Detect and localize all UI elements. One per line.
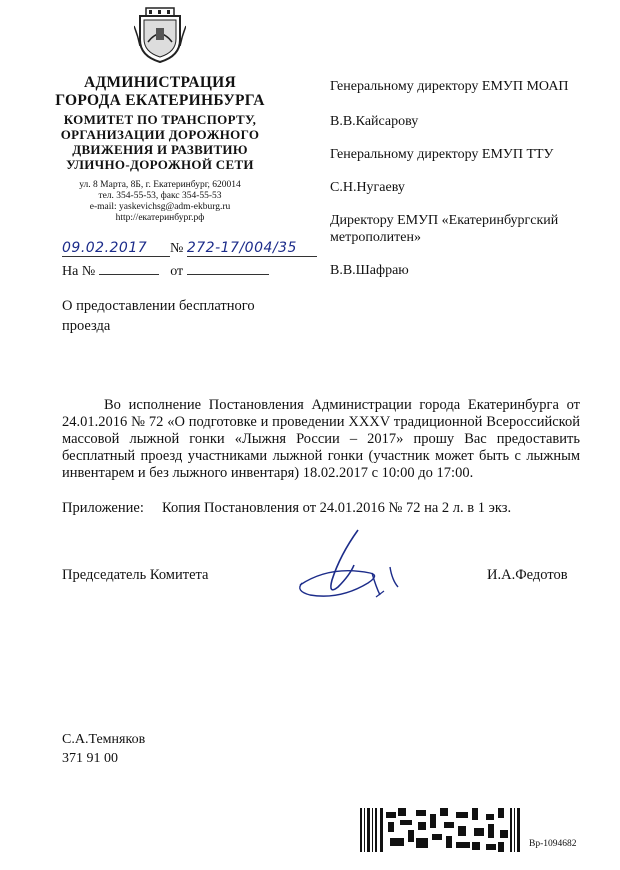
organization-name	[40, 74, 280, 110]
org-line-2: ГОРОДА ЕКАТЕРИНБУРГА	[55, 92, 265, 109]
committee-line-4: УЛИЧНО-ДОРОЖНОЙ СЕТИ	[66, 157, 254, 172]
addressee-1-name: В.В.Кайсарову	[330, 114, 419, 129]
handwritten-signature	[280, 525, 410, 615]
email: e-mail: yaskevichsg@adm-ekburg.ru	[89, 202, 231, 212]
committee-line-2: ОРГАНИЗАЦИИ ДОРОЖНОГО	[60, 127, 260, 142]
outgoing-number: 272-17/004/35	[187, 240, 317, 257]
address: ул. 8 Марта, 8Б, г. Екатеринбург, 620014	[79, 180, 241, 190]
committee-line-1: КОМИТЕТ ПО ТРАНСПОРТУ,	[63, 112, 257, 127]
addressee-2-name: С.Н.Нугаеву	[330, 180, 405, 195]
letter-subject: О предоставлении бесплатного проезда	[62, 298, 255, 334]
signatory-name: И.А.Федотов	[487, 567, 568, 583]
attachment-label: Приложение:	[62, 500, 144, 516]
addressee-1-position: Генеральному директору ЕМУП МОАП	[330, 79, 569, 94]
executor-phone: 371 91 00	[62, 751, 118, 766]
contact-block	[40, 180, 280, 224]
committee-name	[40, 112, 280, 172]
attachment-text: Копия Постановления от 24.01.2016 № 72 на 2 л. в 1 экз.	[162, 500, 512, 516]
signatory-position: Председатель Комитета	[62, 567, 209, 583]
org-line-1: АДМИНИСТРАЦИЯ	[83, 74, 237, 91]
committee-line-3: ДВИЖЕНИЯ И РАЗВИТИЮ	[72, 142, 248, 157]
coat-of-arms-icon	[134, 6, 186, 64]
reply-reference-row	[62, 264, 269, 280]
reply-date-blank	[187, 274, 269, 275]
outgoing-date: 09.02.2017	[62, 240, 170, 257]
addressee-3-position: Директору ЕМУП «Екатеринбургский метрополитен»	[330, 213, 559, 245]
addressee-3-name: В.В.Шафраю	[330, 263, 409, 278]
outgoing-number-row	[62, 240, 317, 257]
website: http://екатеринбург.рф	[115, 213, 205, 223]
reply-label: На №	[62, 264, 96, 279]
registration-number: Вр-1094682	[529, 839, 577, 849]
phone: тел. 354-55-53, факс 354-55-53	[98, 191, 222, 201]
executor-name: С.А.Темняков	[62, 732, 146, 747]
number-sign: №	[170, 241, 184, 256]
executor-block	[62, 730, 145, 768]
barcode-icon	[360, 808, 520, 852]
from-label: от	[170, 264, 184, 279]
letter-body: Во исполнение Постановления Администрации города Екатеринбурга от 24.01.2016 № 72 «О подготовке и проведении XXXV традиционной Всероссийской массовой лыжной гонки «Лыжня России – 2017» прошу Вас предоставить бесплатный проезд участниками лыжной гонки (участник может быть с лыжным инвентарем и без лыжного инвентаря) 18.02.2017 с 10:00 до 17:00.	[62, 397, 580, 481]
reply-number-blank	[99, 274, 159, 275]
addressee-2-position: Генеральному директору ЕМУП ТТУ	[330, 147, 554, 162]
